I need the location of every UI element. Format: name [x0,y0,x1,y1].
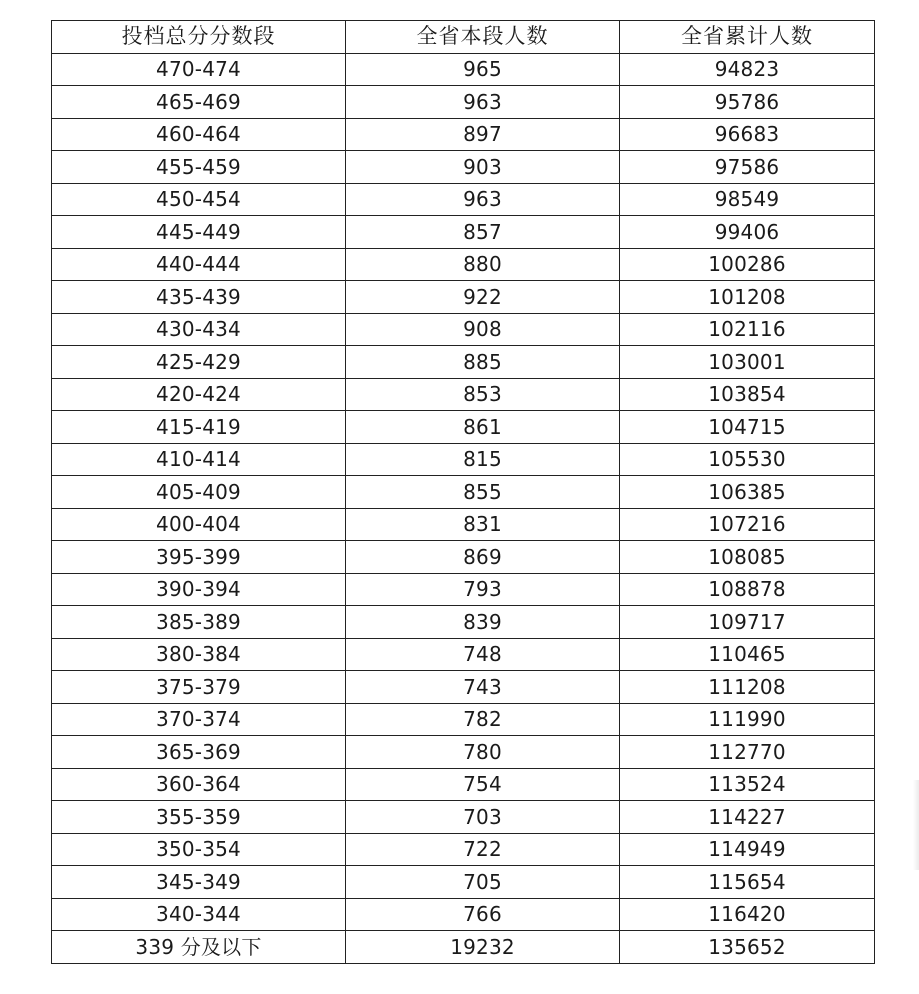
cell-segment-count: 782 [346,703,620,736]
cell-score-range: 360-364 [52,768,346,801]
header-row [52,21,875,54]
cell-score-range: 415-419 [52,411,346,444]
cell-segment-count: 963 [346,183,620,216]
cell-segment-count: 722 [346,833,620,866]
table-row [52,898,875,931]
cell-score-range: 400-404 [52,508,346,541]
table-row [52,508,875,541]
table-row [52,378,875,411]
cell-cumulative-count: 101208 [620,281,875,314]
table-row [52,53,875,86]
cell-cumulative-count: 103001 [620,346,875,379]
table-row [52,606,875,639]
cell-cumulative-count: 112770 [620,736,875,769]
cell-segment-count: 908 [346,313,620,346]
cell-cumulative-count: 104715 [620,411,875,444]
cell-cumulative-count: 114227 [620,801,875,834]
header-segment-count: 全省本段人数 [346,21,620,54]
cell-score-range: 455-459 [52,151,346,184]
cell-segment-count: 855 [346,476,620,509]
cell-segment-count: 703 [346,801,620,834]
cell-segment-count: 705 [346,866,620,899]
cell-score-range: 460-464 [52,118,346,151]
cell-score-range: 375-379 [52,671,346,704]
cell-score-range: 355-359 [52,801,346,834]
table-row [52,151,875,184]
table-row [52,573,875,606]
cell-segment-count: 766 [346,898,620,931]
score-distribution-table [51,20,875,964]
table-row [52,476,875,509]
cell-score-range: 340-344 [52,898,346,931]
cell-segment-count: 19232 [346,931,620,964]
cell-score-range: 445-449 [52,216,346,249]
table-row [52,281,875,314]
table-row [52,216,875,249]
cell-cumulative-count: 100286 [620,248,875,281]
table-row [52,736,875,769]
table-row [52,931,875,964]
cell-cumulative-count: 109717 [620,606,875,639]
table-row [52,703,875,736]
cell-cumulative-count: 115654 [620,866,875,899]
cell-score-range: 440-444 [52,248,346,281]
table-row [52,833,875,866]
cell-segment-count: 963 [346,86,620,119]
cell-segment-count: 880 [346,248,620,281]
cell-score-range: 380-384 [52,638,346,671]
cell-cumulative-count: 98549 [620,183,875,216]
cell-cumulative-count: 95786 [620,86,875,119]
cell-cumulative-count: 108878 [620,573,875,606]
table-row [52,801,875,834]
table-row [52,638,875,671]
cell-cumulative-count: 110465 [620,638,875,671]
cell-cumulative-count: 107216 [620,508,875,541]
header-score-range: 投档总分分数段 [52,21,346,54]
cell-score-range: 465-469 [52,86,346,119]
cell-cumulative-count: 113524 [620,768,875,801]
cell-segment-count: 965 [346,53,620,86]
cell-score-range: 390-394 [52,573,346,606]
cell-score-range: 470-474 [52,53,346,86]
table-row [52,411,875,444]
cell-score-range: 425-429 [52,346,346,379]
cell-segment-count: 853 [346,378,620,411]
cell-cumulative-count: 108085 [620,541,875,574]
cell-segment-count: 839 [346,606,620,639]
cell-segment-count: 869 [346,541,620,574]
table-row [52,183,875,216]
cell-cumulative-count: 105530 [620,443,875,476]
cell-cumulative-count: 102116 [620,313,875,346]
cell-score-range: 410-414 [52,443,346,476]
table-row [52,866,875,899]
table-header [52,21,875,54]
cell-segment-count: 922 [346,281,620,314]
cell-segment-count: 885 [346,346,620,379]
header-cumulative-count: 全省累计人数 [620,21,875,54]
cell-score-range: 430-434 [52,313,346,346]
cell-score-range: 450-454 [52,183,346,216]
cell-score-range: 420-424 [52,378,346,411]
table-row [52,313,875,346]
cell-score-range: 365-369 [52,736,346,769]
table-row [52,248,875,281]
cell-score-range: 339 分及以下 [52,931,346,964]
cell-cumulative-count: 111208 [620,671,875,704]
cell-segment-count: 743 [346,671,620,704]
table-row [52,671,875,704]
cell-cumulative-count: 103854 [620,378,875,411]
cell-score-range: 350-354 [52,833,346,866]
page-edge-shadow [913,780,919,870]
cell-cumulative-count: 96683 [620,118,875,151]
table-body [52,53,875,963]
cell-segment-count: 897 [346,118,620,151]
cell-cumulative-count: 116420 [620,898,875,931]
cell-cumulative-count: 99406 [620,216,875,249]
table-row [52,541,875,574]
cell-score-range: 370-374 [52,703,346,736]
table-row [52,86,875,119]
cell-segment-count: 815 [346,443,620,476]
table-row [52,346,875,379]
cell-cumulative-count: 135652 [620,931,875,964]
table-row [52,118,875,151]
cell-cumulative-count: 106385 [620,476,875,509]
table-row [52,768,875,801]
table-row [52,443,875,476]
cell-cumulative-count: 114949 [620,833,875,866]
cell-segment-count: 780 [346,736,620,769]
cell-cumulative-count: 111990 [620,703,875,736]
cell-score-range: 435-439 [52,281,346,314]
cell-cumulative-count: 97586 [620,151,875,184]
cell-cumulative-count: 94823 [620,53,875,86]
cell-segment-count: 831 [346,508,620,541]
cell-score-range: 345-349 [52,866,346,899]
cell-score-range: 395-399 [52,541,346,574]
cell-segment-count: 903 [346,151,620,184]
cell-score-range: 385-389 [52,606,346,639]
cell-segment-count: 754 [346,768,620,801]
cell-segment-count: 861 [346,411,620,444]
cell-segment-count: 748 [346,638,620,671]
cell-segment-count: 857 [346,216,620,249]
cell-segment-count: 793 [346,573,620,606]
cell-score-range: 405-409 [52,476,346,509]
